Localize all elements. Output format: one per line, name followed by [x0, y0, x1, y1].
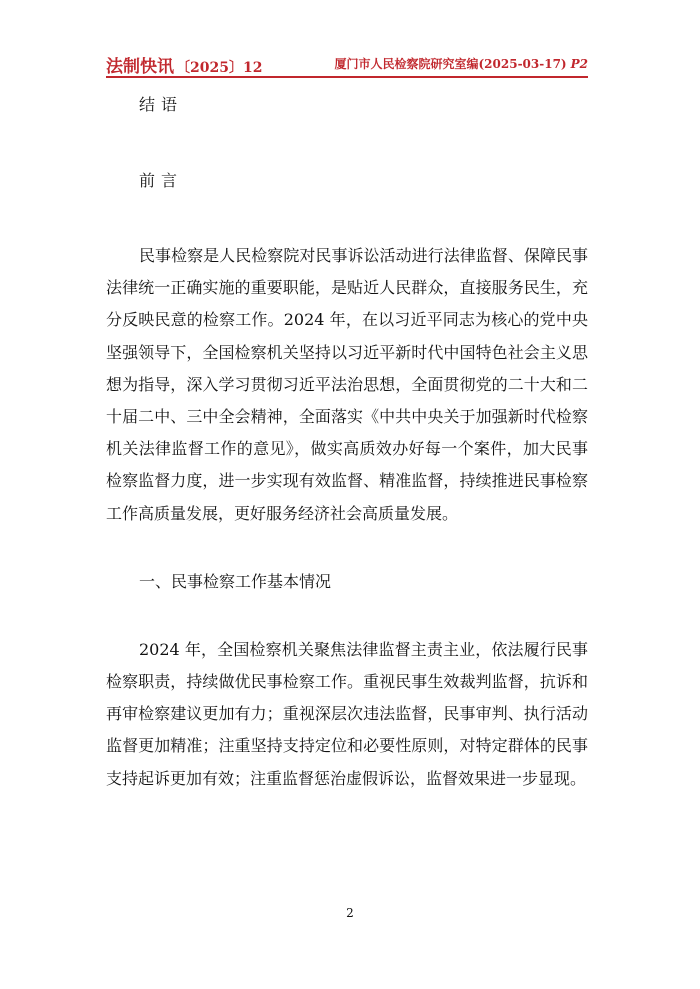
- issue-number: 〔2025〕12: [176, 60, 263, 76]
- header-source: [335, 55, 589, 72]
- preface-paragraph: 民事检察是人民检察院对民事诉讼活动进行法律监督、保障民事法律统一正确实施的重要职能，是贴近人民群众，直接服务民生，充分反映民意的检察工作。2024 年，在以习近平同志为核心的党中央坚强领导下，全国检察机关坚持以习近平新时代中国特色社会主义思想为指导，深入学习贯彻习近平法治思想，全面贯彻党的二十大和二十届二中、三中全会精神，全面落实《中共中央关于加强新时代检察机关法律监督工作的意见》，做实高质效办好每一个案件，加大民事检察监督力度，进一步实现有效监督、精准监督，持续推进民事检察工作高质量发展，更好服务经济社会高质量发展。: [106, 246, 588, 523]
- editor-source: 厦门市人民检察院研究室编(2025-03-17): [334, 57, 567, 71]
- publication-title: 法制快讯: [106, 57, 174, 77]
- document-body: [106, 84, 588, 795]
- section-1-paragraph: 2024 年，全国检察机关聚焦法律监督主责主业，依法履行民事检察职责，持续做优民事检察工作。重视民事生效裁判监督，抗诉和再审检察建议更加有力；重视深层次违法监督，民事审判、执行活动监督更加精准；注重坚持支持定位和必要性原则，对特定群体的民事支持起诉更加有效；注重监督惩治虚假诉讼，监督效果进一步显现。: [106, 639, 588, 788]
- heading-preface: 前言: [139, 171, 184, 190]
- header-publication: [106, 52, 262, 77]
- page-header: [106, 50, 588, 78]
- page-number: 2: [346, 906, 354, 920]
- section-title-1: 一、民事检察工作基本情况: [139, 571, 332, 591]
- header-page-label: P2: [570, 57, 588, 71]
- heading-conclusion: 结语: [139, 95, 184, 114]
